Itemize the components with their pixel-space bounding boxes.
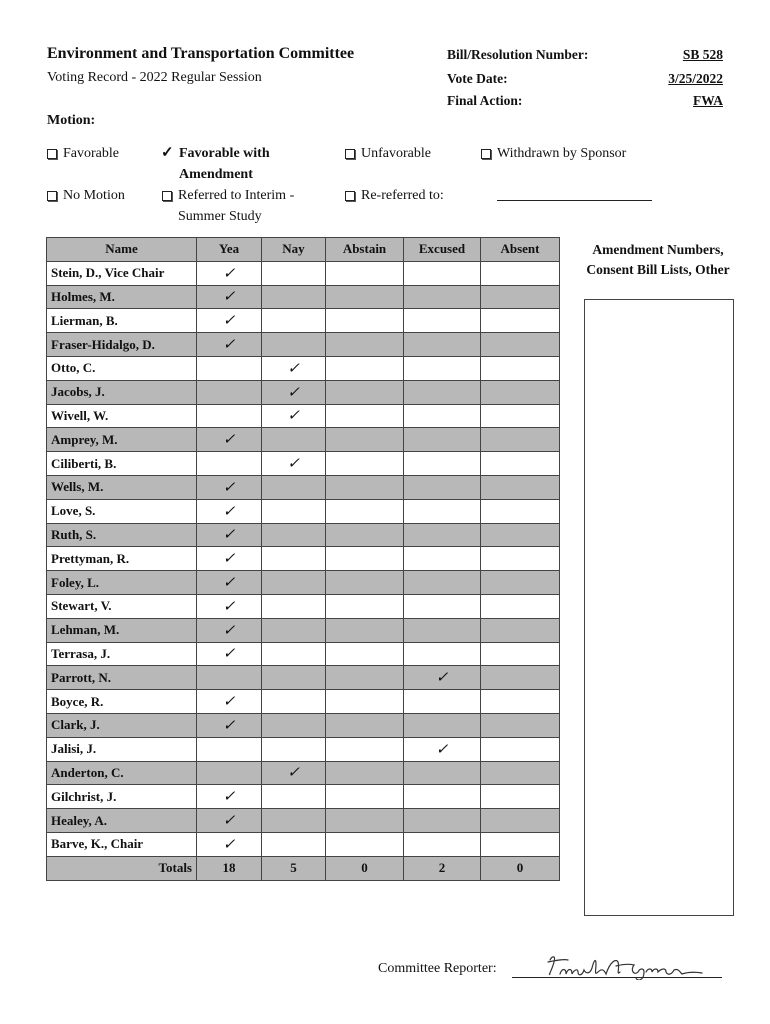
- checkmark-icon: ✓: [287, 765, 300, 782]
- motion-label: Motion:: [47, 113, 96, 128]
- table-row: [47, 333, 560, 357]
- checkmark-icon: ✓: [222, 313, 236, 330]
- table-row: [47, 285, 560, 309]
- vote-cell-absent: [481, 309, 560, 333]
- vote-cell-excused: [404, 809, 481, 833]
- vote-cell-yea: [197, 499, 262, 523]
- vote-cell-yea: [197, 523, 262, 547]
- checkmark-icon: ✓: [222, 503, 236, 520]
- vote-cell-absent: [481, 832, 560, 856]
- vote-cell-excused: [404, 666, 481, 690]
- vote-cell-yea: [197, 547, 262, 571]
- checkmark-icon: ✓: [287, 360, 300, 377]
- vote-cell-excused: [404, 309, 481, 333]
- vote-cell-nay: [262, 666, 326, 690]
- vote-cell-excused: [404, 285, 481, 309]
- vote-cell-absent: [481, 690, 560, 714]
- vote-cell-excused: [404, 594, 481, 618]
- total-yea: 18: [197, 856, 262, 880]
- re-referred-blank-line: [497, 200, 652, 201]
- member-name: Clark, J.: [47, 713, 197, 737]
- member-name: Jacobs, J.: [47, 380, 197, 404]
- checkbox-icon: [345, 149, 355, 159]
- vote-cell-absent: [481, 499, 560, 523]
- vote-cell-abstain: [326, 713, 404, 737]
- vote-cell-abstain: [326, 380, 404, 404]
- checkbox-icon: [345, 191, 355, 201]
- table-row: [47, 261, 560, 285]
- member-name: Boyce, R.: [47, 690, 197, 714]
- vote-cell-yea: [197, 809, 262, 833]
- column-header-nay: Nay: [262, 238, 326, 262]
- vote-cell-excused: [404, 404, 481, 428]
- checkmark-icon: ✓: [222, 717, 236, 734]
- table-row: [47, 737, 560, 761]
- vote-cell-abstain: [326, 761, 404, 785]
- option-label: Re-referred to:: [361, 188, 444, 203]
- vote-cell-abstain: [326, 452, 404, 476]
- vote-cell-yea: [197, 832, 262, 856]
- vote-cell-nay: [262, 618, 326, 642]
- vote-cell-absent: [481, 380, 560, 404]
- table-row: [47, 452, 560, 476]
- column-header-excused: Excused: [404, 238, 481, 262]
- checkmark-icon: ✓: [222, 575, 236, 592]
- vote-cell-excused: [404, 475, 481, 499]
- vote-cell-nay: [262, 404, 326, 428]
- table-row: [47, 356, 560, 380]
- vote-cell-absent: [481, 571, 560, 595]
- vote-cell-abstain: [326, 737, 404, 761]
- option-label: Favorable with Amendment: [179, 146, 270, 182]
- vote-cell-nay: [262, 428, 326, 452]
- table-row: [47, 666, 560, 690]
- member-name: Wells, M.: [47, 475, 197, 499]
- table-row: [47, 690, 560, 714]
- vote-cell-nay: [262, 499, 326, 523]
- vote-cell-absent: [481, 761, 560, 785]
- vote-cell-nay: [262, 594, 326, 618]
- vote-cell-nay: [262, 309, 326, 333]
- vote-cell-excused: [404, 737, 481, 761]
- checkmark-icon: ✓: [161, 145, 174, 161]
- checkmark-icon: ✓: [222, 622, 236, 639]
- member-name: Barve, K., Chair: [47, 832, 197, 856]
- vote-cell-absent: [481, 713, 560, 737]
- table-row: [47, 547, 560, 571]
- vote-cell-absent: [481, 594, 560, 618]
- vote-cell-abstain: [326, 642, 404, 666]
- table-row: [47, 713, 560, 737]
- table-row: [47, 475, 560, 499]
- checkmark-icon: ✓: [435, 741, 449, 758]
- vote-cell-yea: [197, 785, 262, 809]
- table-row: [47, 785, 560, 809]
- vote-cell-excused: [404, 618, 481, 642]
- member-name: Foley, L.: [47, 571, 197, 595]
- checkbox-icon: [47, 149, 57, 159]
- vote-cell-absent: [481, 618, 560, 642]
- vote-cell-excused: [404, 499, 481, 523]
- vote-cell-absent: [481, 404, 560, 428]
- table-row: [47, 309, 560, 333]
- vote-cell-yea: [197, 261, 262, 285]
- vote-cell-excused: [404, 333, 481, 357]
- member-name: Love, S.: [47, 499, 197, 523]
- vote-cell-abstain: [326, 618, 404, 642]
- vote-cell-abstain: [326, 404, 404, 428]
- vote-cell-yea: [197, 356, 262, 380]
- motion-option-re-referred: [345, 185, 444, 206]
- checkmark-icon: ✓: [222, 527, 236, 544]
- vote-cell-nay: [262, 356, 326, 380]
- member-name: Stewart, V.: [47, 594, 197, 618]
- member-name: Terrasa, J.: [47, 642, 197, 666]
- vote-cell-excused: [404, 380, 481, 404]
- vote-cell-excused: [404, 356, 481, 380]
- vote-cell-yea: [197, 571, 262, 595]
- vote-cell-abstain: [326, 594, 404, 618]
- table-row: [47, 832, 560, 856]
- totals-label: Totals: [47, 856, 197, 880]
- member-name: Ciliberti, B.: [47, 452, 197, 476]
- amendment-notes-box: [584, 299, 734, 916]
- vote-cell-absent: [481, 666, 560, 690]
- member-name: Jalisi, J.: [47, 737, 197, 761]
- vote-cell-yea: [197, 380, 262, 404]
- motion-option-no-motion: [47, 185, 125, 206]
- column-header-abstain: Abstain: [326, 238, 404, 262]
- vote-cell-yea: [197, 285, 262, 309]
- vote-cell-yea: [197, 642, 262, 666]
- motion-option-referred-interim: [162, 185, 322, 227]
- total-abstain: 0: [326, 856, 404, 880]
- motion-option-favorable-with-amendment: [161, 143, 286, 185]
- member-name: Lehman, M.: [47, 618, 197, 642]
- checkbox-icon: [481, 149, 491, 159]
- option-label: Unfavorable: [361, 146, 431, 161]
- bill-number-label: Bill/Resolution Number:: [447, 47, 589, 62]
- vote-cell-abstain: [326, 475, 404, 499]
- member-name: Gilchrist, J.: [47, 785, 197, 809]
- checkmark-icon: ✓: [222, 289, 236, 306]
- vote-cell-excused: [404, 452, 481, 476]
- amendment-panel-title: Amendment Numbers, Consent Bill Lists, Other: [586, 242, 730, 277]
- checkmark-icon: ✓: [222, 598, 236, 615]
- vote-cell-excused: [404, 547, 481, 571]
- checkmark-icon: ✓: [287, 384, 300, 401]
- vote-cell-nay: [262, 547, 326, 571]
- vote-cell-abstain: [326, 832, 404, 856]
- option-label: Withdrawn by Sponsor: [497, 146, 627, 161]
- voting-table: [46, 237, 560, 881]
- vote-cell-nay: [262, 737, 326, 761]
- table-row: [47, 594, 560, 618]
- motion-option-withdrawn: [481, 143, 626, 164]
- bill-number-value: SB 528: [682, 47, 723, 62]
- option-label: No Motion: [63, 188, 125, 203]
- vote-cell-abstain: [326, 785, 404, 809]
- vote-cell-absent: [481, 428, 560, 452]
- table-row: [47, 642, 560, 666]
- table-row: [47, 428, 560, 452]
- total-excused: 2: [404, 856, 481, 880]
- vote-cell-abstain: [326, 261, 404, 285]
- totals-row: [47, 856, 560, 880]
- vote-cell-abstain: [326, 809, 404, 833]
- checkmark-icon: ✓: [222, 836, 236, 853]
- motion-option-unfavorable: [345, 143, 431, 164]
- vote-cell-absent: [481, 785, 560, 809]
- vote-cell-abstain: [326, 309, 404, 333]
- option-label: Favorable: [63, 146, 119, 161]
- member-name: Fraser-Hidalgo, D.: [47, 333, 197, 357]
- vote-cell-excused: [404, 428, 481, 452]
- motion-option-favorable: [47, 143, 119, 164]
- member-name: Ruth, S.: [47, 523, 197, 547]
- checkmark-icon: ✓: [287, 408, 300, 425]
- member-name: Amprey, M.: [47, 428, 197, 452]
- checkmark-icon: ✓: [222, 551, 236, 568]
- committee-reporter-label: Committee Reporter:: [378, 961, 497, 976]
- vote-cell-excused: [404, 832, 481, 856]
- checkmark-icon: ✓: [222, 813, 236, 830]
- vote-cell-nay: [262, 285, 326, 309]
- member-name: Anderton, C.: [47, 761, 197, 785]
- vote-cell-yea: [197, 761, 262, 785]
- vote-cell-abstain: [326, 547, 404, 571]
- vote-cell-absent: [481, 475, 560, 499]
- checkmark-icon: ✓: [222, 265, 236, 282]
- vote-cell-excused: [404, 571, 481, 595]
- vote-cell-yea: [197, 594, 262, 618]
- vote-cell-nay: [262, 380, 326, 404]
- vote-cell-excused: [404, 785, 481, 809]
- member-name: Healey, A.: [47, 809, 197, 833]
- option-label: Referred to Interim - Summer Study: [178, 188, 295, 224]
- member-name: Wivell, W.: [47, 404, 197, 428]
- table-row: [47, 761, 560, 785]
- vote-date-value: 3/25/2022: [668, 71, 723, 86]
- vote-cell-nay: [262, 475, 326, 499]
- vote-cell-yea: [197, 404, 262, 428]
- vote-cell-abstain: [326, 523, 404, 547]
- vote-cell-yea: [197, 475, 262, 499]
- vote-cell-yea: [197, 309, 262, 333]
- column-header-yea: Yea: [197, 238, 262, 262]
- table-row: [47, 499, 560, 523]
- vote-cell-abstain: [326, 356, 404, 380]
- vote-cell-yea: [197, 713, 262, 737]
- vote-cell-yea: [197, 452, 262, 476]
- total-absent: 0: [481, 856, 560, 880]
- vote-cell-nay: [262, 785, 326, 809]
- table-row: [47, 523, 560, 547]
- vote-cell-yea: [197, 737, 262, 761]
- vote-cell-nay: [262, 452, 326, 476]
- table-row: [47, 809, 560, 833]
- checkbox-icon: [162, 191, 172, 201]
- vote-cell-nay: [262, 809, 326, 833]
- vote-cell-nay: [262, 832, 326, 856]
- table-row: [47, 404, 560, 428]
- voting-record-subtitle: Voting Record - 2022 Regular Session: [47, 70, 262, 85]
- vote-cell-yea: [197, 428, 262, 452]
- voting-table-body: [47, 261, 560, 856]
- vote-cell-abstain: [326, 690, 404, 714]
- checkmark-icon: ✓: [222, 789, 236, 806]
- table-row: [47, 571, 560, 595]
- member-name: Parrott, N.: [47, 666, 197, 690]
- checkmark-icon: ✓: [222, 337, 236, 354]
- vote-cell-abstain: [326, 666, 404, 690]
- checkmark-icon: ✓: [287, 456, 300, 473]
- vote-cell-abstain: [326, 333, 404, 357]
- total-nay: 5: [262, 856, 326, 880]
- vote-cell-abstain: [326, 428, 404, 452]
- vote-cell-nay: [262, 713, 326, 737]
- vote-cell-absent: [481, 285, 560, 309]
- checkmark-icon: ✓: [222, 694, 236, 711]
- table-row: [47, 618, 560, 642]
- vote-cell-absent: [481, 523, 560, 547]
- final-action-value: FWA: [693, 93, 723, 108]
- vote-cell-yea: [197, 690, 262, 714]
- vote-cell-excused: [404, 713, 481, 737]
- vote-cell-nay: [262, 571, 326, 595]
- member-name: Stein, D., Vice Chair: [47, 261, 197, 285]
- vote-cell-abstain: [326, 571, 404, 595]
- vote-cell-absent: [481, 261, 560, 285]
- final-action-label: Final Action:: [447, 93, 523, 108]
- checkmark-icon: ✓: [222, 479, 236, 496]
- vote-cell-absent: [481, 809, 560, 833]
- vote-cell-absent: [481, 642, 560, 666]
- vote-cell-nay: [262, 261, 326, 285]
- vote-cell-absent: [481, 452, 560, 476]
- checkmark-icon: ✓: [222, 432, 236, 449]
- vote-cell-nay: [262, 642, 326, 666]
- vote-cell-nay: [262, 690, 326, 714]
- vote-cell-excused: [404, 642, 481, 666]
- vote-cell-excused: [404, 761, 481, 785]
- member-name: Holmes, M.: [47, 285, 197, 309]
- vote-cell-excused: [404, 690, 481, 714]
- vote-cell-excused: [404, 261, 481, 285]
- vote-cell-abstain: [326, 285, 404, 309]
- member-name: Lierman, B.: [47, 309, 197, 333]
- vote-cell-nay: [262, 333, 326, 357]
- checkmark-icon: ✓: [435, 670, 449, 687]
- table-row: [47, 380, 560, 404]
- vote-cell-nay: [262, 761, 326, 785]
- vote-cell-absent: [481, 356, 560, 380]
- vote-cell-absent: [481, 737, 560, 761]
- vote-cell-excused: [404, 523, 481, 547]
- vote-cell-abstain: [326, 499, 404, 523]
- vote-date-label: Vote Date:: [447, 71, 508, 86]
- table-header-row: [47, 238, 560, 262]
- vote-cell-absent: [481, 333, 560, 357]
- vote-cell-yea: [197, 333, 262, 357]
- vote-cell-nay: [262, 523, 326, 547]
- member-name: Prettyman, R.: [47, 547, 197, 571]
- handwritten-signature: [512, 950, 722, 980]
- vote-cell-yea: [197, 618, 262, 642]
- checkmark-icon: ✓: [222, 646, 236, 663]
- committee-title: Environment and Transportation Committee: [47, 45, 355, 62]
- vote-cell-yea: [197, 666, 262, 690]
- checkbox-icon: [47, 191, 57, 201]
- vote-cell-absent: [481, 547, 560, 571]
- column-header-name: Name: [47, 238, 197, 262]
- member-name: Otto, C.: [47, 356, 197, 380]
- column-header-absent: Absent: [481, 238, 560, 262]
